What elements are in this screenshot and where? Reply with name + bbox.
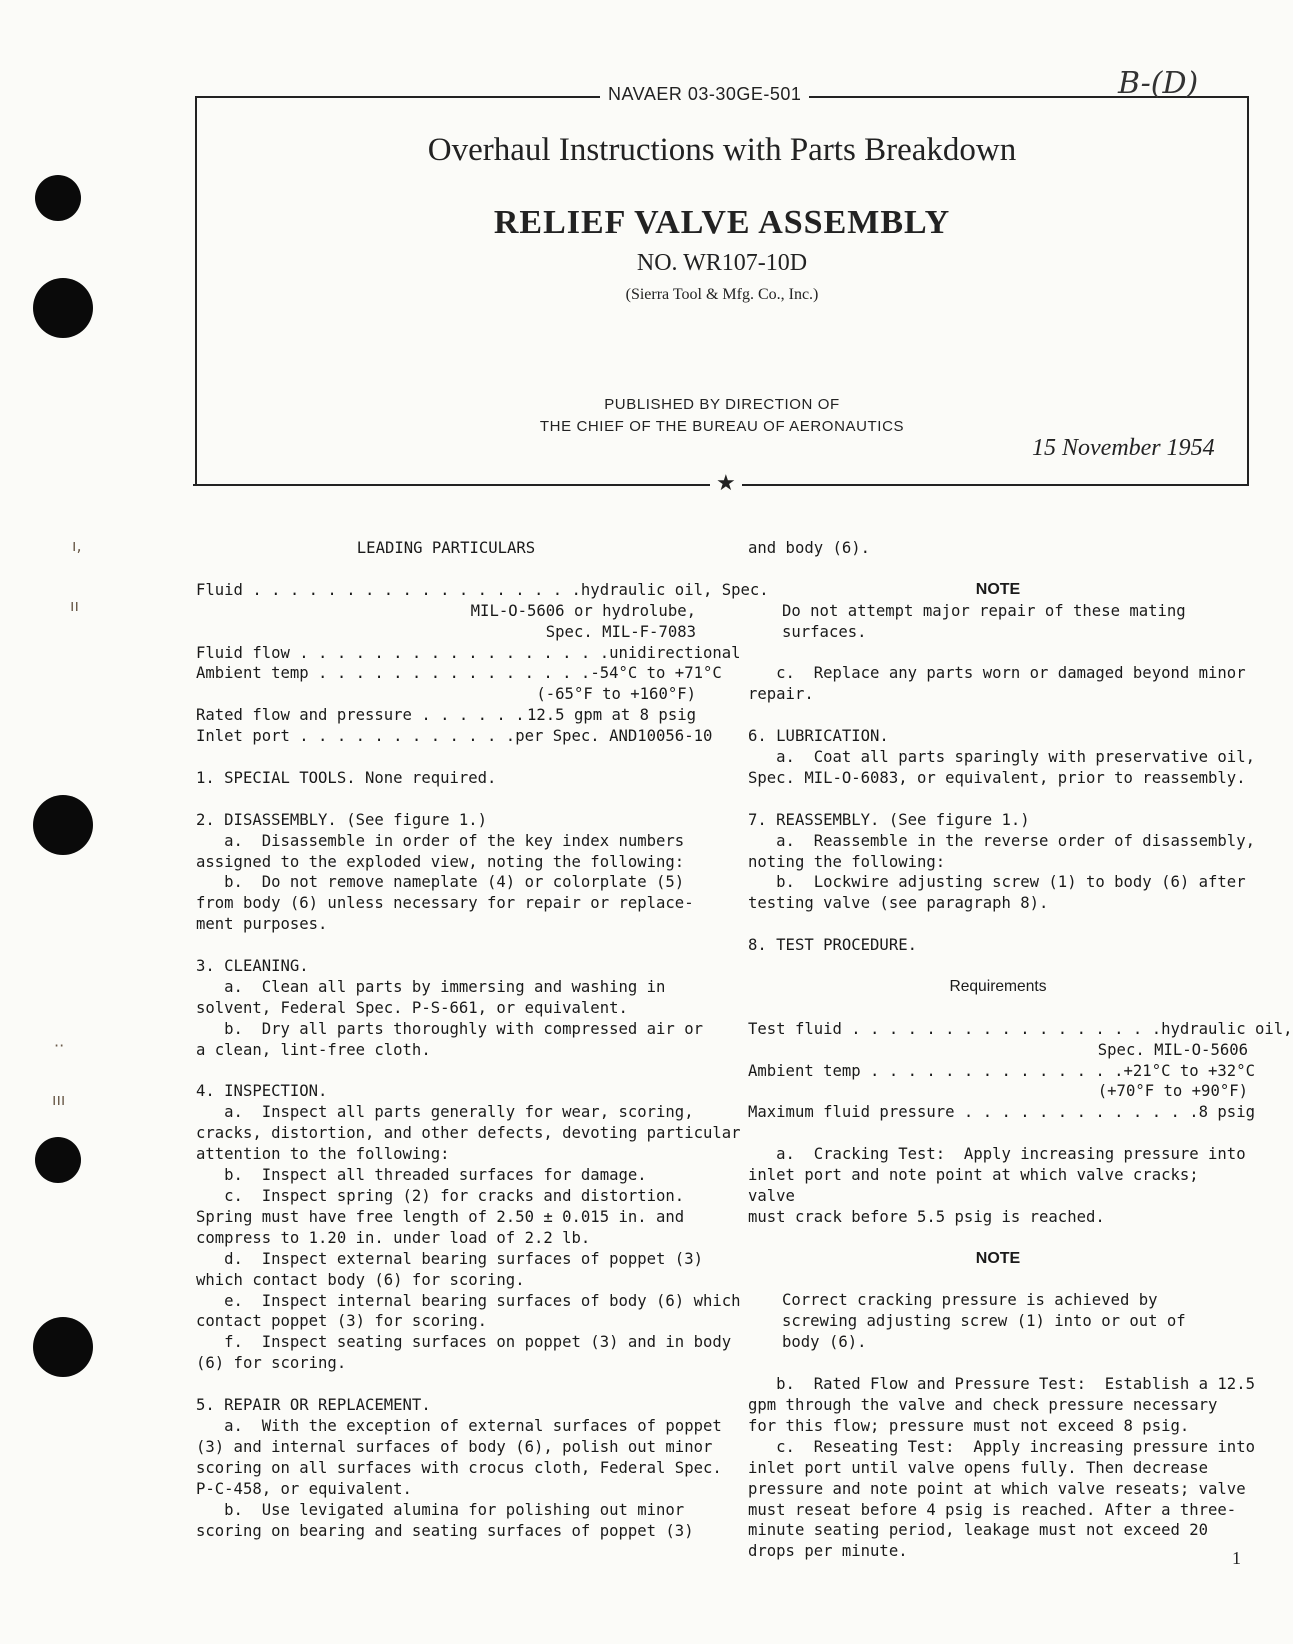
margin-mark: ııı bbox=[52, 1090, 66, 1109]
requirement-label: Test fluid . . . . . . . . . . . . . . . . . bbox=[748, 1019, 1162, 1038]
body-line: cracks, distortion, and other defects, devoting particular bbox=[196, 1124, 741, 1143]
note-heading: NOTE bbox=[975, 1249, 1021, 1267]
section-heading: 7. REASSEMBLY. (See figure 1.) bbox=[748, 810, 1030, 829]
note-line: Do not attempt major repair of these mating bbox=[782, 601, 1186, 620]
particular-fluid-flow bbox=[196, 643, 741, 664]
note-body bbox=[748, 1290, 1248, 1353]
body-line: minute seating period, leakage must not exceed 20 bbox=[748, 1521, 1209, 1540]
section-heading: 2. DISASSEMBLY. (See figure 1.) bbox=[196, 810, 488, 829]
requirement-value: 8 psig bbox=[1198, 1103, 1255, 1122]
margin-mark: ıı bbox=[70, 596, 79, 615]
page-number: 1 bbox=[1232, 1548, 1241, 1568]
body-line: which contact body (6) for scoring. bbox=[196, 1270, 525, 1289]
binder-hole bbox=[35, 175, 81, 221]
body-line: assigned to the exploded view, noting the following: bbox=[196, 852, 685, 871]
leading-particulars-heading: LEADING PARTICULARS bbox=[356, 539, 536, 557]
body-line: a. Coat all parts sparingly with preservative oil, bbox=[748, 748, 1255, 767]
body-line: for this flow; pressure must not exceed 8 psig. bbox=[748, 1416, 1190, 1435]
requirement-value: +21°C to +32°C bbox=[1123, 1061, 1255, 1080]
requirement-value: (+70°F to +90°F) bbox=[1097, 1082, 1248, 1101]
body-line: from body (6) unless necessary for repair or replace- bbox=[196, 894, 694, 913]
body-line: Spring must have free length of 2.50 ± 0.015 in. and bbox=[196, 1207, 685, 1226]
binder-hole bbox=[35, 1137, 81, 1183]
body-line: gpm through the valve and check pressure necessary bbox=[748, 1395, 1218, 1414]
body-line: must crack before 5.5 psig is reached. bbox=[748, 1207, 1105, 1226]
particular-label: Inlet port . . . . . . . . . . . . bbox=[196, 727, 516, 746]
note-heading: NOTE bbox=[975, 580, 1021, 598]
left-column bbox=[196, 538, 769, 1541]
particular-label: Ambient temp . . . . . . . . . . . . . . . bbox=[196, 664, 591, 683]
body-line: P-C-458, or equivalent. bbox=[196, 1479, 412, 1498]
section-body bbox=[196, 831, 696, 936]
requirement-label: Ambient temp . . . . . . . . . . . . . . bbox=[748, 1061, 1124, 1080]
section-body bbox=[196, 1102, 741, 1374]
section-body bbox=[196, 977, 703, 1061]
requirement-value: hydraulic oil, bbox=[1161, 1019, 1293, 1038]
body-line: a. Cracking Test: Apply increasing pressure into bbox=[748, 1145, 1246, 1164]
body-line: pressure and note point at which valve reseats; valve bbox=[748, 1479, 1246, 1498]
body-line: e. Inspect internal bearing surfaces of body (6) which bbox=[196, 1291, 741, 1310]
body-line: must reseat before 4 psig is reached. After a three- bbox=[748, 1500, 1237, 1519]
requirement-test-fluid bbox=[748, 1019, 1293, 1040]
section-heading: 5. REPAIR OR REPLACEMENT. bbox=[196, 1396, 431, 1415]
note-line: screwing adjusting screw (1) into or out of bbox=[782, 1312, 1186, 1331]
particular-value: -54°C to +71°C bbox=[590, 664, 722, 683]
particular-value: unidirectional bbox=[609, 643, 741, 662]
body-line: drops per minute. bbox=[748, 1542, 908, 1561]
body-line: testing valve (see paragraph 8). bbox=[748, 894, 1049, 913]
particular-fluid bbox=[196, 580, 769, 601]
body-line: a. Inspect all parts generally for wear, scoring, bbox=[196, 1103, 694, 1122]
particular-label: Fluid flow . . . . . . . . . . . . . . . . . bbox=[196, 643, 610, 662]
publication-authority bbox=[195, 394, 1249, 438]
body-line: b. Inspect all threaded surfaces for damage. bbox=[196, 1166, 647, 1185]
particular-value: hydraulic oil, Spec. bbox=[580, 580, 769, 599]
body-line: b. Rated Flow and Pressure Test: Establish a 12.5 bbox=[748, 1375, 1255, 1394]
particular-inlet-port bbox=[196, 726, 713, 747]
requirement-value: Spec. MIL-O-5606 bbox=[1097, 1040, 1248, 1059]
requirement-ambient-temp bbox=[748, 1061, 1255, 1082]
margin-mark: ·· bbox=[54, 1036, 65, 1055]
binder-hole bbox=[33, 795, 93, 855]
body-line: noting the following: bbox=[748, 852, 946, 871]
binder-hole bbox=[33, 1317, 93, 1377]
body-line: b. Dry all parts thoroughly with compressed air or bbox=[196, 1019, 703, 1038]
published-line-2: THE CHIEF OF THE BUREAU OF AERONAUTICS bbox=[539, 418, 905, 435]
published-line-1: PUBLISHED BY DIRECTION OF bbox=[604, 396, 840, 413]
requirement-label: Maximum fluid pressure . . . . . . . . . . . . . bbox=[748, 1103, 1199, 1122]
binder-hole bbox=[33, 278, 93, 338]
body-line: a. Disassemble in order of the key index numbers bbox=[196, 831, 685, 850]
section-heading: 1. SPECIAL TOOLS. None required. bbox=[196, 768, 497, 787]
body-line: (3) and internal surfaces of body (6), polish out minor bbox=[196, 1437, 713, 1456]
section-body bbox=[196, 1416, 722, 1541]
body-line: solvent, Federal Spec. P-S-661, or equivalent. bbox=[196, 998, 628, 1017]
requirements-heading: Requirements bbox=[949, 977, 1047, 995]
particular-value: per Spec. AND10056-10 bbox=[515, 727, 713, 746]
body-line: (6) for scoring. bbox=[196, 1354, 347, 1373]
particular-value: 12.5 gpm at 8 psig bbox=[527, 706, 696, 725]
body-line: contact poppet (3) for scoring. bbox=[196, 1312, 488, 1331]
body-line: c. Inspect spring (2) for cracks and distortion. bbox=[196, 1187, 685, 1206]
note-body bbox=[748, 601, 1248, 643]
note-line: Correct cracking pressure is achieved by bbox=[782, 1291, 1158, 1310]
particular-label: Rated flow and pressure . . . . . . bbox=[196, 706, 525, 725]
right-column bbox=[748, 538, 1293, 1562]
body-line: c. Replace any parts worn or damaged beyond minor bbox=[748, 664, 1246, 683]
part-number: NO. WR107-10D bbox=[636, 250, 808, 276]
body-line: b. Do not remove nameplate (4) or colorplate (5) bbox=[196, 873, 685, 892]
particular-rated-flow bbox=[196, 705, 696, 726]
assembly-name: RELIEF VALVE ASSEMBLY bbox=[493, 204, 951, 241]
body-line: d. Inspect external bearing surfaces of poppet (3) bbox=[196, 1249, 703, 1268]
section-heading: 6. LUBRICATION. bbox=[748, 727, 889, 746]
body-line: f. Inspect seating surfaces on poppet (3) and in body bbox=[196, 1333, 732, 1352]
body-line: inlet port until valve opens fully. Then decrease bbox=[748, 1458, 1209, 1477]
body-line: ment purposes. bbox=[196, 915, 328, 934]
publication-date: 15 November 1954 bbox=[1032, 435, 1215, 461]
particular-value: MIL-O-5606 or hydrolube, bbox=[470, 601, 696, 620]
note-line: surfaces. bbox=[782, 622, 867, 641]
particular-value: (-65°F to +160°F) bbox=[536, 685, 696, 704]
body-line: inlet port and note point at which valve cracks; valve bbox=[748, 1166, 1199, 1205]
document-title: Overhaul Instructions with Parts Breakdown bbox=[427, 132, 1017, 168]
body-line: compress to 1.20 in. under load of 2.2 lb. bbox=[196, 1228, 591, 1247]
document-number: NAVAER 03-30GE-501 bbox=[600, 84, 809, 105]
body-line: b. Lockwire adjusting screw (1) to body (6) after bbox=[748, 873, 1246, 892]
body-line: and body (6). bbox=[748, 539, 871, 557]
body-line: repair. bbox=[748, 685, 814, 704]
manufacturer: (Sierra Tool & Mfg. Co., Inc.) bbox=[625, 286, 819, 303]
particular-ambient-temp bbox=[196, 663, 722, 684]
body-line: attention to the following: bbox=[196, 1145, 450, 1164]
body-line: c. Reseating Test: Apply increasing pressure into bbox=[748, 1437, 1255, 1456]
body-line: b. Use levigated alumina for polishing out minor bbox=[196, 1500, 685, 1519]
body-line: a. Reassemble in the reverse order of disassembly, bbox=[748, 831, 1255, 850]
requirement-max-pressure bbox=[748, 1102, 1255, 1123]
margin-mark: ı, bbox=[72, 536, 82, 555]
body-line: scoring on all surfaces with crocus cloth, Federal Spec. bbox=[196, 1458, 722, 1477]
section-heading: 4. INSPECTION. bbox=[196, 1082, 328, 1101]
body-line: a. With the exception of external surfaces of poppet bbox=[196, 1416, 722, 1435]
section-heading: 3. CLEANING. bbox=[196, 957, 309, 976]
body-line: a. Clean all parts by immersing and washing in bbox=[196, 977, 666, 996]
particular-label: Fluid . . . . . . . . . . . . . . . . . . bbox=[196, 580, 581, 599]
body-line: Spec. MIL-O-6083, or equivalent, prior to reassembly. bbox=[748, 768, 1246, 787]
note-line: body (6). bbox=[782, 1333, 867, 1352]
particular-value: Spec. MIL-F-7083 bbox=[545, 622, 696, 641]
body-line: scoring on bearing and seating surfaces of poppet (3) bbox=[196, 1521, 694, 1540]
section-heading: 8. TEST PROCEDURE. bbox=[748, 936, 917, 955]
star-icon: ★ bbox=[710, 470, 742, 496]
handwritten-annotation: B-(D) bbox=[1118, 66, 1199, 101]
body-line: a clean, lint-free cloth. bbox=[196, 1040, 431, 1059]
